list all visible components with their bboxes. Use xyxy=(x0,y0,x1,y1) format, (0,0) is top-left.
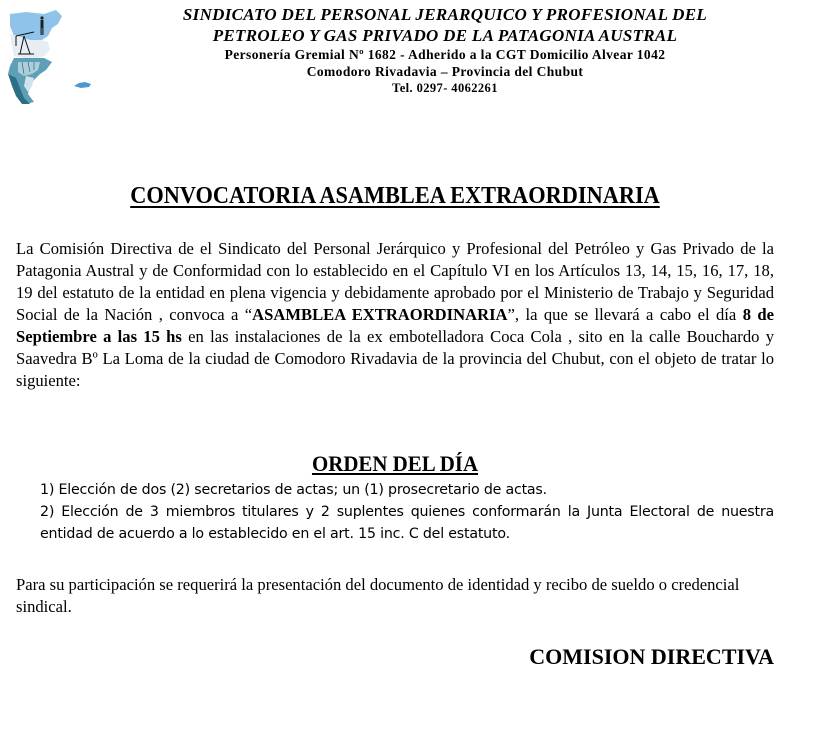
agenda-list xyxy=(40,479,774,545)
registration-address: Personería Gremial Nº 1682 - Adherido a la CGT Domicilio Alvear 1042 xyxy=(224,47,666,62)
requirements-paragraph: Para su participación se requerirá la presentación del documento de identidad y recibo de sueldo o credencial sindical. xyxy=(16,575,740,616)
letterhead xyxy=(130,4,760,96)
intro-text-part-3: en las instalaciones de la ex embotelladora Coca Cola , sito en la calle Bouchardo y Saavedra Bº La Loma de la ciudad de Comodoro Rivadavia de la provincia del Chubut, con el objeto de tratar lo siguiente: xyxy=(16,327,774,390)
intro-text-part-2: ”, la que se llevará a cabo el día xyxy=(507,305,743,324)
meeting-date-time: 8 de Septiembre a las 15 hs xyxy=(16,305,775,346)
intro-paragraph xyxy=(16,238,774,392)
patagonia-map-logo-icon xyxy=(4,6,66,106)
agenda-title: ORDEN DEL DÍA xyxy=(311,451,479,476)
island-logo-fragment-icon xyxy=(73,80,93,90)
location: Comodoro Rivadavia – Provincia del Chubut xyxy=(306,64,584,79)
phone-number: Tel. 0297- 4062261 xyxy=(392,81,498,95)
agenda-item: 2) Elección de 3 miembros titulares y 2 suplentes quienes conformarán la Junta Electoral de nuestra entidad de acuerdo a lo establecido en el art. 15 inc. C del estatuto. xyxy=(40,504,774,542)
signature: COMISION DIRECTIVA xyxy=(529,644,774,669)
agenda-item: 1) Elección de dos (2) secretarios de actas; un (1) prosecretario de actas. xyxy=(40,482,547,498)
organization-name-line-1: SINDICATO DEL PERSONAL JERARQUICO Y PROFESIONAL DEL xyxy=(182,5,708,24)
document-title: CONVOCATORIA ASAMBLEA EXTRAORDINARIA xyxy=(130,183,660,209)
organization-name-line-2: PETROLEO Y GAS PRIVADO DE LA PATAGONIA AUSTRAL xyxy=(212,26,678,45)
assembly-name: ASAMBLEA EXTRAORDINARIA xyxy=(252,305,508,324)
intro-text-part-1: La Comisión Directiva de el Sindicato del Personal Jerárquico y Profesional del Petróleo y Gas Privado de la Patagonia Austral y de Conformidad con lo establecido en el Capítulo VI en los Artículos 13, 14, 15, 16, 17, 18, 19 del estatuto de la entidad en plena vigencia y debidamente aprobado por el Ministerio de Trabajo y Seguridad Social de la Nación , convoca a “ xyxy=(16,239,774,324)
